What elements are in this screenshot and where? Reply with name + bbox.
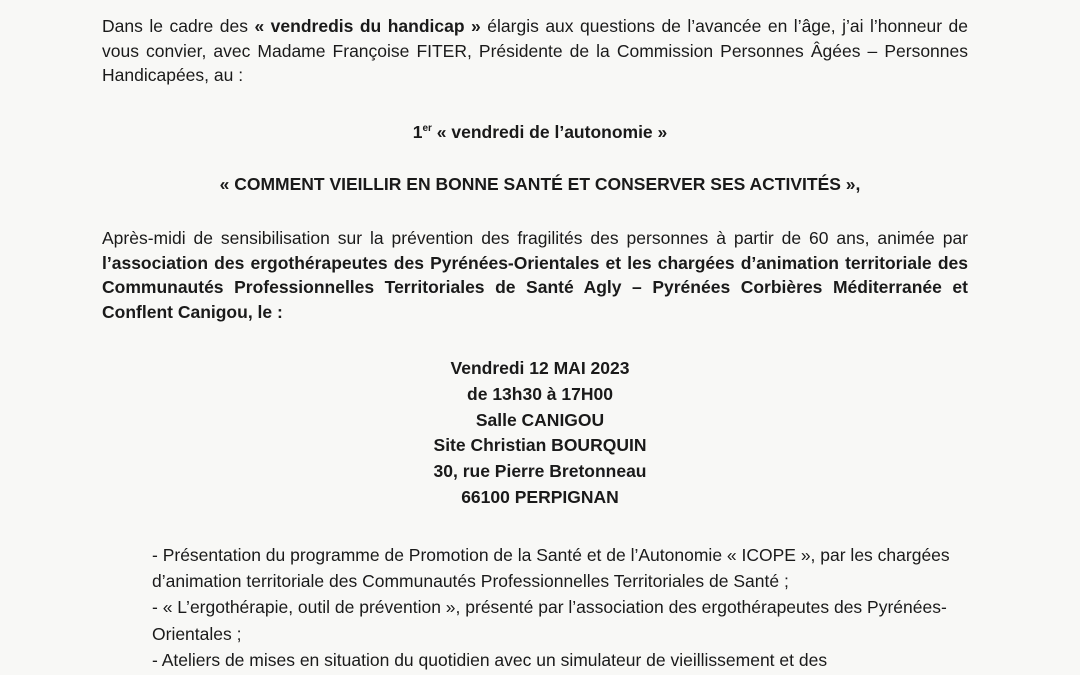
program-item: - « L’ergothérapie, outil de prévention », présenté par l’association des ergothérapeutes des Pyrénées-Orientales ; (152, 597, 947, 644)
event-details (0, 356, 1080, 511)
event-headline (0, 122, 1080, 143)
event-theme: « COMMENT VIEILLIR EN BONNE SANTÉ ET CONSERVER SES ACTIVITÉS », (219, 174, 861, 194)
intro-text-1: Dans le cadre des (102, 16, 255, 36)
event-site: Site Christian BOURQUIN (433, 435, 647, 456)
description-paragraph (102, 226, 968, 324)
event-city: 66100 PERPIGNAN (461, 486, 619, 507)
event-room: Salle CANIGOU (475, 409, 605, 430)
program-list (152, 542, 972, 673)
description-bold: l’association des ergothérapeutes des Pyrénées-Orientales et les chargées d’animation territoriale des Communautés Professionnelles Territoriales de Santé Agly – Pyrénées Corbières Méditerranée et Conflent Canigou (102, 252, 968, 322)
program-item: - Présentation du programme de Promotion de la Santé et de l’Autonomie « ICOPE », par les chargées d’animation territoriale des Communautés Professionnelles Territoriales de Santé ; (152, 545, 950, 592)
intro-paragraph (102, 14, 968, 88)
event-date: Vendredi 12 MAI 2023 (450, 358, 630, 378)
event-time: de 13h30 à 17H00 (467, 383, 613, 404)
program-item: - Ateliers de mises en situation du quotidien avec un simulateur de vieillissement et des (152, 649, 828, 670)
intro-bold: « vendredis du handicap » (254, 16, 481, 36)
event-street: 30, rue Pierre Bretonneau (433, 461, 647, 482)
intro-text-2: élargis aux questions de l’avancée en l’âge, j’ai l’honneur de vous convier, avec Madame Françoise FITER, Présidente de la Commission Personnes Âgées – Personnes Handicapées, au : (102, 16, 968, 86)
headline-text: « vendredi de l’autonomie » (431, 122, 668, 142)
description-text-1: Après-midi de sensibilisation sur la prévention des fragilités des personnes à partir de 60 ans, animée par (102, 228, 968, 248)
headline-ordinal: 1 (412, 122, 423, 142)
description-text-2: , le : (247, 301, 283, 322)
headline-ordinal-sup: er (422, 123, 432, 135)
